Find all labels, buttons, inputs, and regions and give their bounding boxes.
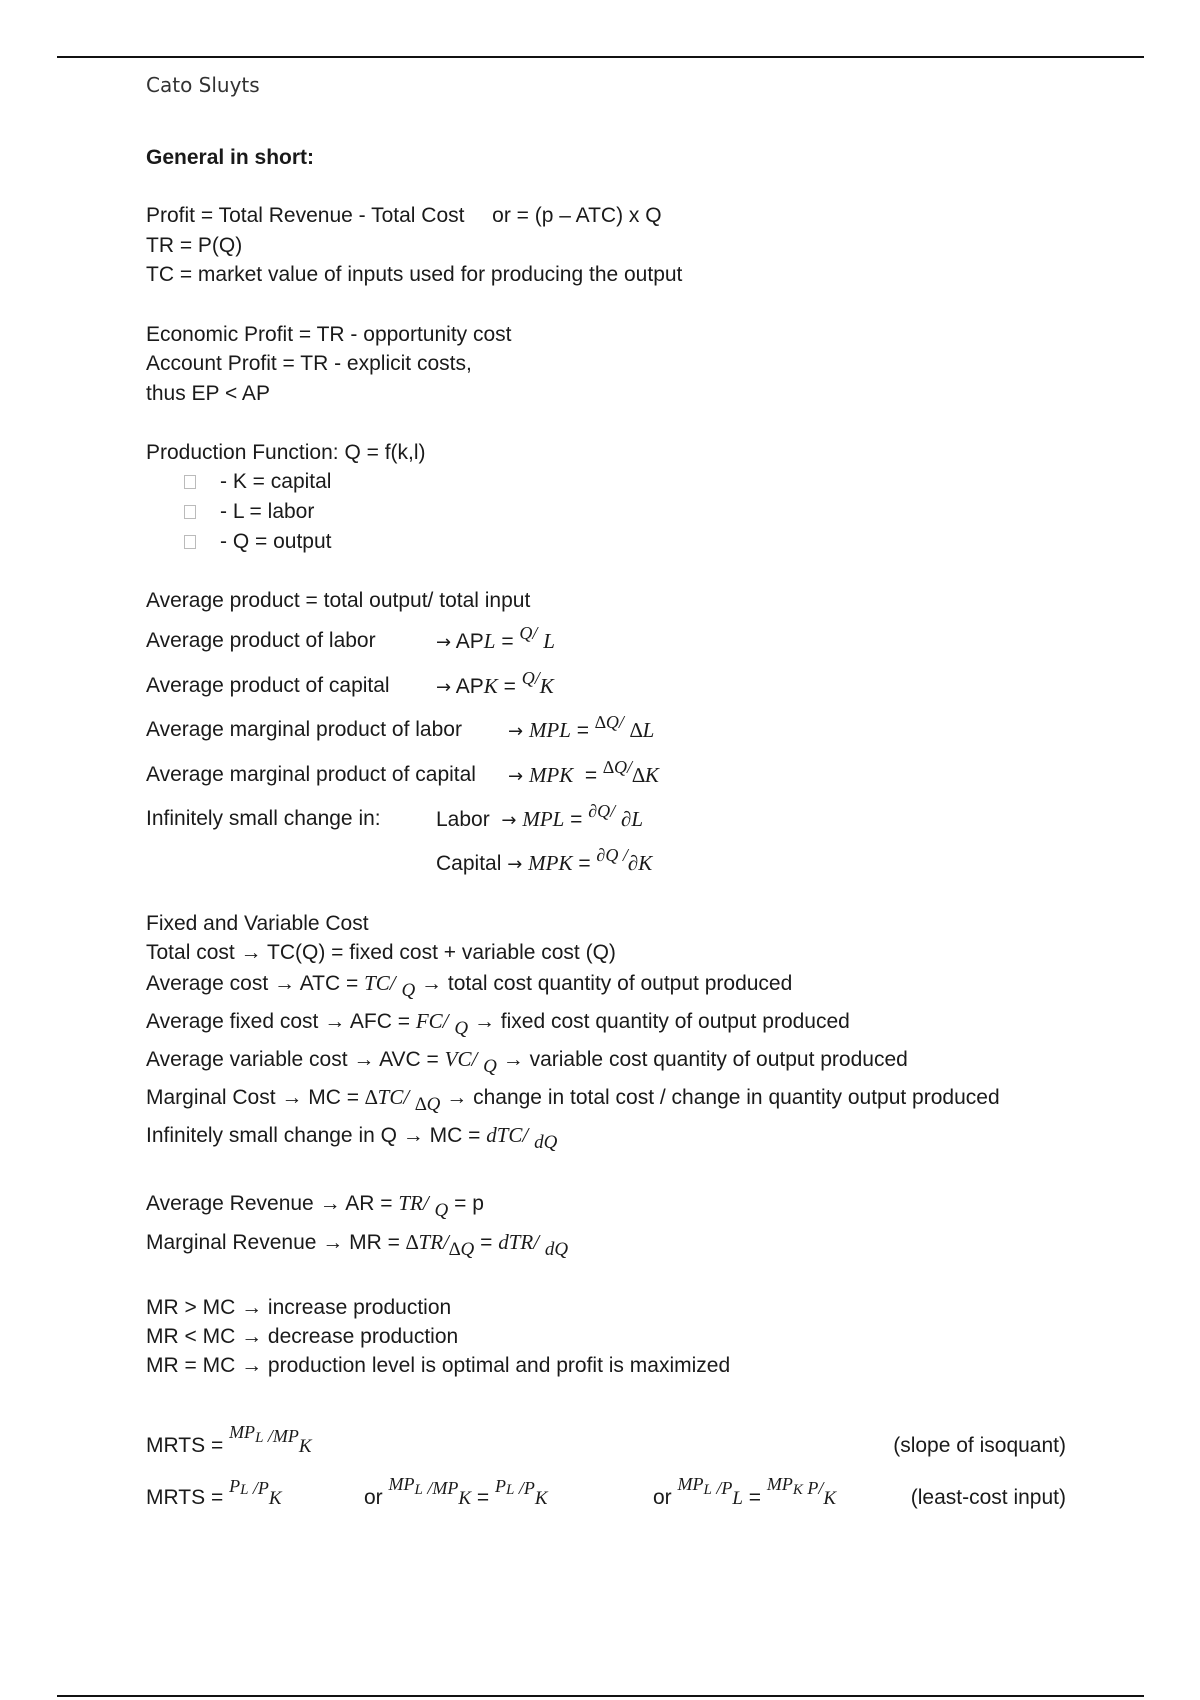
bullet-icon <box>184 535 196 549</box>
least-cost-note: (least-cost input) <box>910 1486 1066 1509</box>
mpk-formula: → MPK = ∆Q/∆K <box>508 757 659 787</box>
bottom-rule <box>57 1695 1144 1697</box>
bullet-icon <box>184 505 196 519</box>
section-heading: General in short: <box>146 146 315 169</box>
top-rule <box>57 56 1144 58</box>
infinitesimal-line: Infinitely small change in: <box>146 807 381 830</box>
tr-line: TR = P(Q) <box>146 234 243 257</box>
mrts-alt-2: or $MP^L$ $/PL = MP^K$ P/K <box>653 1474 837 1509</box>
decision-line: MR < MC → decrease production <box>146 1325 459 1348</box>
atc-line: Average cost → ATC = TC/ Q → total cost quantity of output produced <box>146 971 793 1001</box>
account-profit-line: Account Profit = TR - explicit costs, <box>146 352 472 375</box>
mr-line: Marginal Revenue → MR = ∆TR/∆Q = dTR/ dQ <box>146 1230 569 1260</box>
apk-line: Average product of capital <box>146 674 390 697</box>
apk-formula: → APK = Q/K <box>436 668 554 698</box>
tc-line: TC = market value of inputs used for producing the output <box>146 263 683 286</box>
inf-labor-formula: Labor → MPL = ∂Q/ ∂L <box>436 801 644 831</box>
mrts-line-2: MRTS = $P^L$ /PK <box>146 1476 282 1509</box>
mpl-line: Average marginal product of labor <box>146 718 462 741</box>
mrts-alt-1: or $MP^L$ $/MPK = P^L$ /PK <box>364 1474 548 1509</box>
mc-line: Marginal Cost → MC = ∆TC/ ∆Q → change in total cost / change in quantity output produced <box>146 1085 1000 1115</box>
profit-line <box>146 203 662 229</box>
mrts-line-1: MRTS = $MP^L$ /MPK <box>146 1422 312 1457</box>
decision-line: MR = MC → production level is optimal and profit is maximized <box>146 1354 731 1377</box>
list-item: - Q = output <box>184 529 331 555</box>
mpk-line: Average marginal product of capital <box>146 763 476 786</box>
ar-line: Average Revenue → AR = TR/ Q = p <box>146 1191 484 1221</box>
profit-formula: Profit = Total Revenue - Total Cost <box>146 204 465 227</box>
total-cost-line: Total cost → TC(Q) = fixed cost + variable cost (Q) <box>146 941 616 964</box>
average-product-line: Average product = total output/ total input <box>146 589 531 612</box>
afc-line: Average fixed cost → AFC = FC/ Q → fixed cost quantity of output produced <box>146 1009 850 1039</box>
list-item: - L = labor <box>184 499 314 525</box>
inf-capital-formula: Capital → MPK = ∂Q /∂K <box>436 845 653 875</box>
apl-formula: → APL = Q/ L <box>436 623 555 653</box>
avc-line: Average variable cost → AVC = VC/ Q → variable cost quantity of output produced <box>146 1047 908 1077</box>
author-name: Cato Sluyts <box>146 73 260 97</box>
production-function-title: Production Function: Q = f(k,l) <box>146 441 426 464</box>
economic-profit-line: Economic Profit = TR - opportunity cost <box>146 323 512 346</box>
profit-formula-alt: or = (p – ATC) x Q <box>492 204 662 227</box>
mpl-formula: → MPL = ∆Q/ ∆L <box>508 712 655 742</box>
apl-line: Average product of labor <box>146 629 376 652</box>
bullet-icon <box>184 475 196 489</box>
ep-ap-line: thus EP < AP <box>146 382 270 405</box>
inf-mc-line: Infinitely small change in Q → MC = dTC/ dQ <box>146 1123 558 1153</box>
decision-line: MR > MC → increase production <box>146 1296 452 1319</box>
costs-title: Fixed and Variable Cost <box>146 912 369 935</box>
list-item: - K = capital <box>184 469 331 495</box>
slope-note: (slope of isoquant) <box>893 1434 1066 1457</box>
